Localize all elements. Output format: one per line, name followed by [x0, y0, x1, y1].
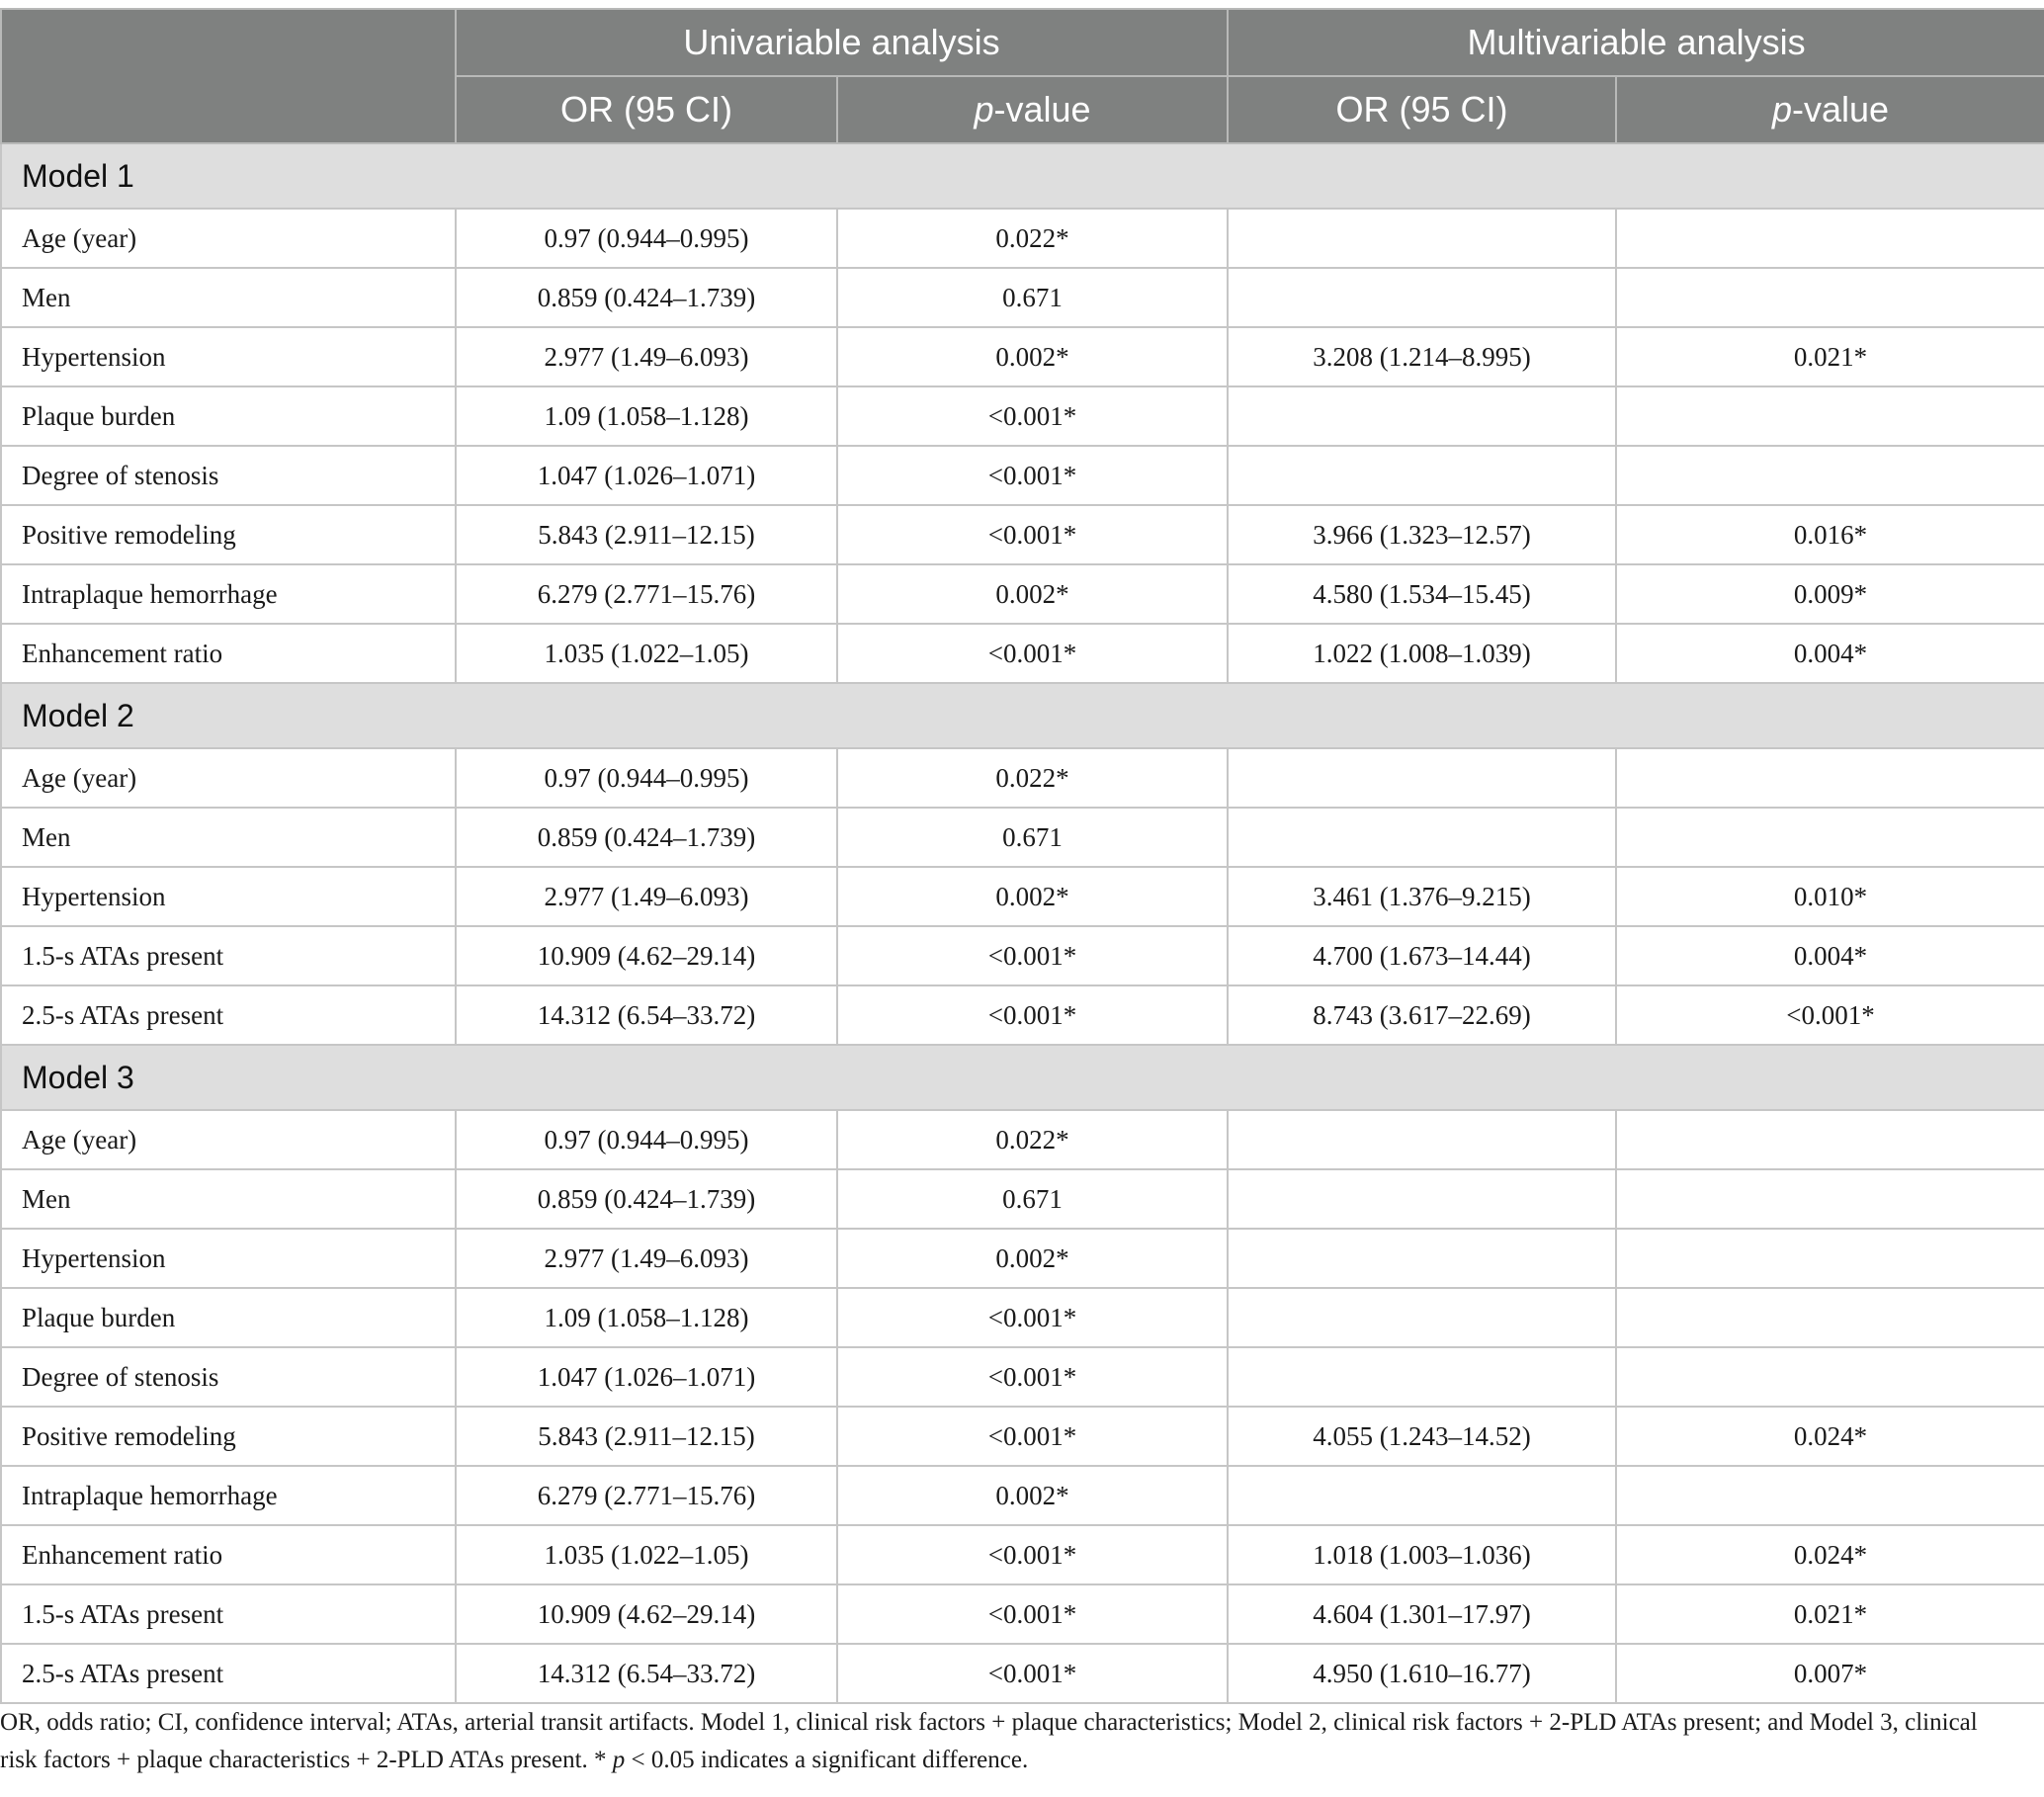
cell-multivariable-p: 0.004*: [1616, 926, 2044, 985]
cell-univariable-or: 0.859 (0.424–1.739): [456, 1169, 837, 1229]
table-row: [1, 505, 2044, 564]
cell-univariable-p: <0.001*: [837, 1584, 1228, 1644]
table-row: [1, 985, 2044, 1045]
table-header: [1, 9, 2044, 143]
cell-univariable-p: 0.022*: [837, 209, 1228, 268]
cell-multivariable-or: 1.018 (1.003–1.036): [1228, 1525, 1616, 1584]
cell-multivariable-p: 0.021*: [1616, 327, 2044, 386]
model-name: Model 3: [1, 1045, 2044, 1110]
row-label: Hypertension: [1, 327, 456, 386]
row-label: Age (year): [1, 1110, 456, 1169]
footnote-main: OR, odds ratio; CI, confidence interval; ATAs, arterial transit artifacts. Model 1, clinical risk factors + plaque characteristics; Model 2, clinical risk factors + 2-PLD ATAs present; and Model 3, clinical risk factors + plaque characteristics + 2-PLD ATAs present. *: [0, 1709, 1978, 1773]
cell-multivariable-p: 0.024*: [1616, 1407, 2044, 1466]
cell-multivariable-p: 0.004*: [1616, 624, 2044, 683]
cell-univariable-or: 6.279 (2.771–15.76): [456, 564, 837, 624]
cell-multivariable-p: 0.024*: [1616, 1525, 2044, 1584]
cell-univariable-p: <0.001*: [837, 1644, 1228, 1703]
cell-univariable-p: 0.671: [837, 1169, 1228, 1229]
cell-multivariable-p: [1616, 1347, 2044, 1407]
table-row: [1, 1169, 2044, 1229]
table-row: [1, 386, 2044, 446]
cell-univariable-p: 0.002*: [837, 564, 1228, 624]
model-section-row: [1, 683, 2044, 748]
p-suffix: -value: [1791, 89, 1890, 129]
cell-multivariable-or: 8.743 (3.617–22.69): [1228, 985, 1616, 1045]
cell-multivariable-p: 0.010*: [1616, 867, 2044, 926]
table-row: [1, 1584, 2044, 1644]
row-label: Positive remodeling: [1, 1407, 456, 1466]
cell-multivariable-p: [1616, 1110, 2044, 1169]
cell-univariable-or: 0.97 (0.944–0.995): [456, 209, 837, 268]
table-row: [1, 1644, 2044, 1703]
footnote-tail: < 0.05 indicates a significant difference.: [625, 1747, 1029, 1773]
cell-univariable-or: 0.859 (0.424–1.739): [456, 268, 837, 327]
cell-multivariable-or: [1228, 446, 1616, 505]
cell-multivariable-p: [1616, 209, 2044, 268]
cell-univariable-or: 14.312 (6.54–33.72): [456, 1644, 837, 1703]
cell-univariable-or: 2.977 (1.49–6.093): [456, 1229, 837, 1288]
cell-multivariable-p: [1616, 1288, 2044, 1347]
cell-multivariable-or: 3.966 (1.323–12.57): [1228, 505, 1616, 564]
header-uni-or: OR (95 CI): [456, 76, 837, 143]
cell-univariable-p: <0.001*: [837, 386, 1228, 446]
header-multivariable: Multivariable analysis: [1228, 9, 2044, 76]
header-multi-or: OR (95 CI): [1228, 76, 1616, 143]
row-label: Hypertension: [1, 867, 456, 926]
cell-multivariable-or: [1228, 1288, 1616, 1347]
cell-univariable-p: <0.001*: [837, 446, 1228, 505]
cell-univariable-p: 0.671: [837, 808, 1228, 867]
header-empty-cell: [1, 9, 456, 143]
cell-univariable-or: 2.977 (1.49–6.093): [456, 327, 837, 386]
cell-multivariable-or: [1228, 386, 1616, 446]
header-univariable: Univariable analysis: [456, 9, 1228, 76]
table-body: [1, 143, 2044, 1703]
table-row: [1, 1229, 2044, 1288]
p-italic: p: [974, 89, 994, 129]
cell-univariable-or: 10.909 (4.62–29.14): [456, 926, 837, 985]
cell-multivariable-p: <0.001*: [1616, 985, 2044, 1045]
cell-univariable-p: 0.022*: [837, 748, 1228, 808]
table-row: [1, 808, 2044, 867]
cell-multivariable-or: [1228, 1110, 1616, 1169]
cell-univariable-or: 1.047 (1.026–1.071): [456, 446, 837, 505]
cell-multivariable-or: [1228, 209, 1616, 268]
cell-univariable-p: <0.001*: [837, 1407, 1228, 1466]
header-uni-p: [837, 76, 1228, 143]
cell-multivariable-or: 3.208 (1.214–8.995): [1228, 327, 1616, 386]
cell-multivariable-p: 0.021*: [1616, 1584, 2044, 1644]
row-label: Enhancement ratio: [1, 1525, 456, 1584]
cell-univariable-p: <0.001*: [837, 985, 1228, 1045]
cell-univariable-or: 1.09 (1.058–1.128): [456, 386, 837, 446]
row-label: Men: [1, 808, 456, 867]
table-row: [1, 268, 2044, 327]
cell-multivariable-p: [1616, 446, 2044, 505]
row-label: 1.5-s ATAs present: [1, 926, 456, 985]
row-label: Degree of stenosis: [1, 446, 456, 505]
cell-univariable-or: 6.279 (2.771–15.76): [456, 1466, 837, 1525]
table-row: [1, 446, 2044, 505]
table-row: [1, 926, 2044, 985]
row-label: Men: [1, 1169, 456, 1229]
cell-univariable-or: 5.843 (2.911–12.15): [456, 505, 837, 564]
table-row: [1, 624, 2044, 683]
results-table: [0, 8, 2044, 1704]
table-row: [1, 327, 2044, 386]
cell-univariable-p: <0.001*: [837, 1525, 1228, 1584]
model-name: Model 1: [1, 143, 2044, 209]
row-label: Intraplaque hemorrhage: [1, 1466, 456, 1525]
cell-univariable-p: <0.001*: [837, 1288, 1228, 1347]
footnote-p-italic: p: [612, 1747, 626, 1773]
table-row: [1, 1110, 2044, 1169]
cell-multivariable-or: [1228, 1347, 1616, 1407]
cell-univariable-or: 1.09 (1.058–1.128): [456, 1288, 837, 1347]
cell-univariable-or: 0.97 (0.944–0.995): [456, 1110, 837, 1169]
cell-multivariable-or: 4.604 (1.301–17.97): [1228, 1584, 1616, 1644]
table-row: [1, 1407, 2044, 1466]
table-row: [1, 867, 2044, 926]
row-label: Plaque burden: [1, 1288, 456, 1347]
model-section-row: [1, 1045, 2044, 1110]
cell-multivariable-or: [1228, 808, 1616, 867]
cell-multivariable-or: 1.022 (1.008–1.039): [1228, 624, 1616, 683]
cell-multivariable-p: [1616, 1229, 2044, 1288]
cell-univariable-p: 0.002*: [837, 1466, 1228, 1525]
row-label: Age (year): [1, 748, 456, 808]
cell-multivariable-or: 4.055 (1.243–14.52): [1228, 1407, 1616, 1466]
row-label: Men: [1, 268, 456, 327]
row-label: Hypertension: [1, 1229, 456, 1288]
cell-univariable-p: 0.002*: [837, 867, 1228, 926]
cell-univariable-p: <0.001*: [837, 1347, 1228, 1407]
row-label: 2.5-s ATAs present: [1, 985, 456, 1045]
cell-univariable-or: 14.312 (6.54–33.72): [456, 985, 837, 1045]
row-label: 1.5-s ATAs present: [1, 1584, 456, 1644]
table-row: [1, 1525, 2044, 1584]
row-label: Positive remodeling: [1, 505, 456, 564]
row-label: Enhancement ratio: [1, 624, 456, 683]
cell-univariable-or: 5.843 (2.911–12.15): [456, 1407, 837, 1466]
cell-univariable-or: 0.97 (0.944–0.995): [456, 748, 837, 808]
cell-multivariable-p: 0.007*: [1616, 1644, 2044, 1703]
cell-multivariable-or: [1228, 748, 1616, 808]
cell-multivariable-or: [1228, 1169, 1616, 1229]
table-row: [1, 1288, 2044, 1347]
header-multi-p: [1616, 76, 2044, 143]
table-row: [1, 209, 2044, 268]
cell-multivariable-p: [1616, 748, 2044, 808]
row-label: Age (year): [1, 209, 456, 268]
p-suffix: -value: [993, 89, 1091, 129]
cell-multivariable-p: 0.009*: [1616, 564, 2044, 624]
cell-multivariable-or: 4.950 (1.610–16.77): [1228, 1644, 1616, 1703]
p-italic: p: [1771, 89, 1792, 129]
header-group-row: [1, 9, 2044, 76]
cell-multivariable-p: [1616, 1169, 2044, 1229]
cell-univariable-or: 1.035 (1.022–1.05): [456, 1525, 837, 1584]
cell-multivariable-or: 4.580 (1.534–15.45): [1228, 564, 1616, 624]
table-row: [1, 1347, 2044, 1407]
cell-multivariable-p: [1616, 1466, 2044, 1525]
model-name: Model 2: [1, 683, 2044, 748]
cell-multivariable-p: 0.016*: [1616, 505, 2044, 564]
cell-univariable-p: <0.001*: [837, 505, 1228, 564]
row-label: Plaque burden: [1, 386, 456, 446]
cell-univariable-p: <0.001*: [837, 926, 1228, 985]
cell-univariable-p: <0.001*: [837, 624, 1228, 683]
model-section-row: [1, 143, 2044, 209]
cell-univariable-or: 1.035 (1.022–1.05): [456, 624, 837, 683]
cell-univariable-or: 0.859 (0.424–1.739): [456, 808, 837, 867]
cell-univariable-p: 0.002*: [837, 327, 1228, 386]
table-row: [1, 748, 2044, 808]
cell-univariable-p: 0.671: [837, 268, 1228, 327]
cell-multivariable-p: [1616, 808, 2044, 867]
cell-multivariable-p: [1616, 268, 2044, 327]
table-footnote: [0, 1704, 2016, 1779]
cell-univariable-p: 0.022*: [837, 1110, 1228, 1169]
row-label: Degree of stenosis: [1, 1347, 456, 1407]
row-label: Intraplaque hemorrhage: [1, 564, 456, 624]
cell-multivariable-p: [1616, 386, 2044, 446]
cell-multivariable-or: [1228, 1229, 1616, 1288]
cell-multivariable-or: 3.461 (1.376–9.215): [1228, 867, 1616, 926]
table-row: [1, 1466, 2044, 1525]
cell-univariable-or: 10.909 (4.62–29.14): [456, 1584, 837, 1644]
cell-univariable-or: 2.977 (1.49–6.093): [456, 867, 837, 926]
cell-multivariable-or: 4.700 (1.673–14.44): [1228, 926, 1616, 985]
table-row: [1, 564, 2044, 624]
cell-univariable-p: 0.002*: [837, 1229, 1228, 1288]
row-label: 2.5-s ATAs present: [1, 1644, 456, 1703]
cell-multivariable-or: [1228, 1466, 1616, 1525]
cell-multivariable-or: [1228, 268, 1616, 327]
cell-univariable-or: 1.047 (1.026–1.071): [456, 1347, 837, 1407]
